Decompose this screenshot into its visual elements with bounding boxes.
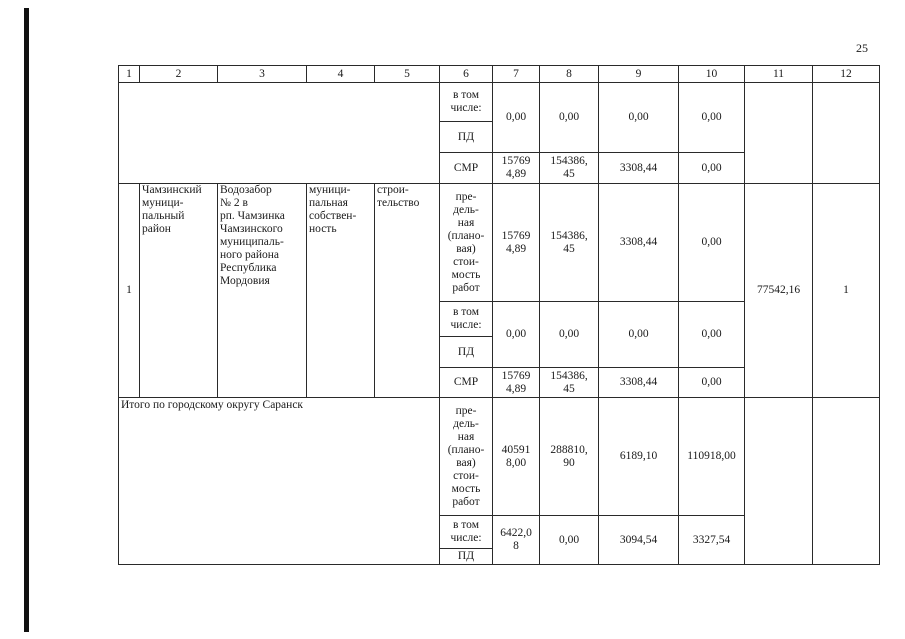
value-cell: 3308,44 <box>599 184 679 302</box>
value-cell: 15769 4,89 <box>493 153 540 184</box>
header-cell-1: 1 <box>119 66 140 83</box>
value-cell: 40591 8,00 <box>493 398 540 516</box>
header-cell-5: 5 <box>375 66 440 83</box>
value-cell: 15769 4,89 <box>493 184 540 302</box>
blank-cell <box>813 83 880 184</box>
page-number: 25 <box>856 41 868 55</box>
blank-cell <box>745 83 813 184</box>
value-cell: 15769 4,89 <box>493 368 540 398</box>
value-cell: 0,00 <box>679 302 745 368</box>
value-cell: 3308,44 <box>599 153 679 184</box>
value-cell: 1 <box>813 184 880 398</box>
value-cell: 6422,0 8 <box>493 516 540 565</box>
object-cell: Водозабор № 2 в рп. Чамзинка Чамзинского муниципаль- ного района Республика Мордовия <box>218 184 307 398</box>
blank-cell <box>745 398 813 565</box>
pd-label: ПД <box>440 337 493 368</box>
value-cell: 154386, 45 <box>540 368 599 398</box>
value-cell: 0,00 <box>493 302 540 368</box>
value-cell: 0,00 <box>540 83 599 153</box>
pd-label: ПД <box>440 122 493 153</box>
value-cell: 0,00 <box>493 83 540 153</box>
value-cell: 0,00 <box>599 302 679 368</box>
pd-label: ПД <box>440 549 493 565</box>
value-cell: 154386, 45 <box>540 153 599 184</box>
header-cell-4: 4 <box>307 66 375 83</box>
value-cell: 288810, 90 <box>540 398 599 516</box>
blank-cell <box>813 398 880 565</box>
value-cell: 3094,54 <box>599 516 679 565</box>
header-cell-6: 6 <box>440 66 493 83</box>
incl-label: в том числе: <box>440 516 493 549</box>
smr-label: СМР <box>440 368 493 398</box>
budget-table <box>118 65 880 565</box>
value-cell: 110918,00 <box>679 398 745 516</box>
header-cell-10: 10 <box>679 66 745 83</box>
value-cell: 3327,54 <box>679 516 745 565</box>
header-cell-12: 12 <box>813 66 880 83</box>
blank-cell <box>119 83 440 184</box>
header-cell-7: 7 <box>493 66 540 83</box>
header-row <box>119 66 880 83</box>
cost-label: пре- дель- ная (плано- вая) стои- мость работ <box>440 398 493 516</box>
header-cell-3: 3 <box>218 66 307 83</box>
value-cell: 0,00 <box>599 83 679 153</box>
ownership-cell: муници- пальная собствен- ность <box>307 184 375 398</box>
value-cell: 0,00 <box>679 368 745 398</box>
incl-label: в том числе: <box>440 83 493 122</box>
row-number: 1 <box>119 184 140 398</box>
total-label: Итого по городскому округу Саранск <box>119 398 440 565</box>
table-row <box>119 184 880 302</box>
district-cell: Чамзинский муници- пальный район <box>140 184 218 398</box>
header-cell-2: 2 <box>140 66 218 83</box>
value-cell: 0,00 <box>679 83 745 153</box>
work-type-cell: строи- тельство <box>375 184 440 398</box>
value-cell: 3308,44 <box>599 368 679 398</box>
header-cell-9: 9 <box>599 66 679 83</box>
value-cell: 0,00 <box>679 184 745 302</box>
header-cell-11: 11 <box>745 66 813 83</box>
value-cell: 0,00 <box>540 516 599 565</box>
header-cell-8: 8 <box>540 66 599 83</box>
value-cell: 6189,10 <box>599 398 679 516</box>
value-cell: 154386, 45 <box>540 184 599 302</box>
table-row <box>119 398 880 516</box>
value-cell: 0,00 <box>679 153 745 184</box>
smr-label: СМР <box>440 153 493 184</box>
value-cell: 77542,16 <box>745 184 813 398</box>
scan-edge-bar <box>24 8 29 632</box>
incl-label: в том числе: <box>440 302 493 337</box>
value-cell: 0,00 <box>540 302 599 368</box>
table-row <box>119 83 880 122</box>
cost-label: пре- дель- ная (плано- вая) стои- мость работ <box>440 184 493 302</box>
